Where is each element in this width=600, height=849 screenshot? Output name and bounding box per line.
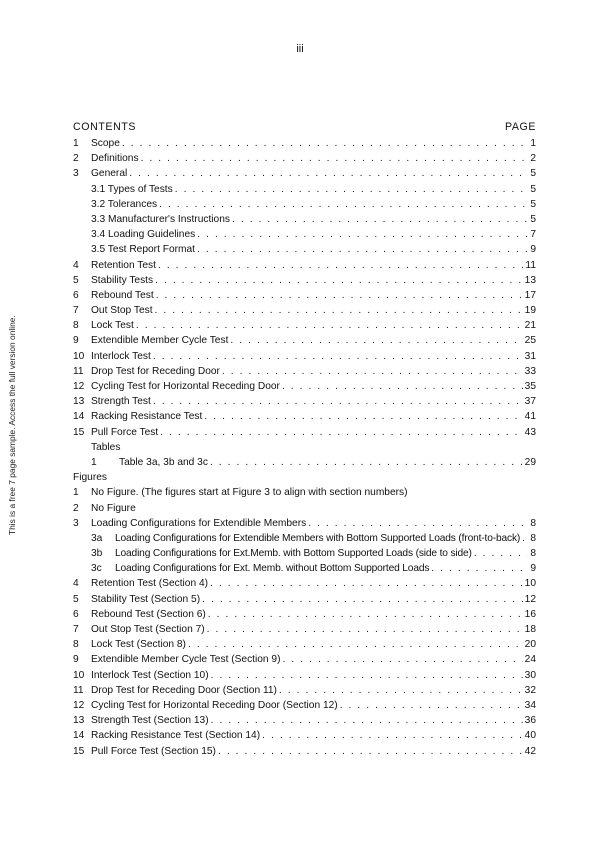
sections-list	[73, 136, 536, 440]
entry-page: 20	[524, 639, 536, 651]
toc-entry	[73, 242, 536, 257]
entry-number: 11	[73, 365, 84, 377]
leader-dots	[208, 607, 523, 622]
leader-dots	[159, 197, 528, 212]
entry-title: Pull Force Test (Section 15)	[91, 745, 216, 757]
page-number: iii	[296, 43, 304, 55]
leader-dots	[474, 546, 529, 561]
toc-entry	[73, 713, 536, 728]
entry-page: 7	[530, 229, 536, 241]
toc-entry	[73, 668, 536, 683]
entry-title: Extendible Member Cycle Test	[91, 335, 229, 347]
toc-entry	[73, 303, 536, 318]
entry-number: 12	[73, 381, 85, 392]
leader-dots	[175, 182, 529, 197]
entry-page: 10	[524, 578, 536, 590]
entry-number: 2	[73, 502, 79, 514]
entry-page: 11	[525, 259, 536, 271]
entry-title: 3.1 Types of Tests	[91, 183, 173, 195]
entry-number: 11	[73, 684, 84, 696]
entry-title: Definitions	[91, 153, 139, 165]
entry-page: 8	[530, 532, 536, 544]
toc-entry	[73, 379, 536, 394]
entry-page: 25	[524, 335, 536, 347]
entry-number: 1	[91, 456, 97, 468]
leader-dots	[232, 212, 528, 227]
entry-title: Interlock Test (Section 10)	[91, 669, 209, 681]
entry-title: Drop Test for Receding Door	[91, 365, 220, 377]
toc-entry	[73, 136, 536, 151]
leader-dots	[522, 531, 528, 546]
entry-title: Extendible Member Cycle Test (Section 9)	[91, 654, 281, 666]
entry-title: Pull Force Test	[91, 426, 159, 438]
entry-title: Table 3a, 3b and 3c	[119, 456, 208, 468]
leader-dots	[155, 273, 523, 288]
toc-entry	[73, 197, 536, 212]
toc-entry	[73, 744, 536, 759]
leader-dots	[122, 136, 528, 151]
entry-page: 12	[524, 593, 536, 605]
entry-page: 9	[530, 563, 536, 575]
entry-title: Lock Test	[91, 320, 134, 332]
toc-entry	[73, 485, 536, 500]
toc-entry	[73, 182, 536, 197]
entry-number: 4	[73, 578, 79, 590]
entry-number: 7	[73, 305, 79, 317]
toc-entry	[73, 501, 536, 516]
entry-number: 10	[73, 350, 85, 362]
leader-dots	[158, 258, 523, 273]
toc-entry	[73, 212, 536, 227]
toc-entry	[73, 622, 536, 637]
toc-entry	[73, 592, 536, 607]
entry-number: 3c	[91, 563, 102, 575]
leader-dots	[262, 728, 523, 743]
entry-page: 1	[530, 138, 536, 149]
entry-title: Out Stop Test (Section 7)	[91, 624, 205, 635]
entry-title: Strength Test (Section 13)	[91, 715, 209, 727]
tables-label-row	[73, 440, 536, 455]
entry-number: 12	[73, 699, 85, 711]
leader-dots	[153, 394, 523, 409]
entry-page: 5	[530, 168, 536, 180]
entry-page: 43	[524, 426, 536, 438]
entry-number: 2	[73, 153, 79, 165]
toc-entry	[73, 683, 536, 698]
toc-entry	[73, 425, 536, 440]
leader-dots	[160, 425, 522, 440]
entry-title: Rebound Test (Section 6)	[91, 608, 206, 620]
entry-number: 6	[73, 608, 79, 620]
entry-number: 8	[73, 320, 79, 332]
entry-title: Racking Resistance Test (Section 14)	[91, 730, 261, 742]
entry-page: 5	[530, 183, 536, 195]
entry-number: 14	[73, 730, 85, 742]
leader-dots	[283, 652, 523, 667]
leader-dots	[153, 349, 523, 364]
leader-dots	[230, 333, 522, 348]
tables-label: Tables	[91, 441, 121, 453]
toc-entry	[73, 258, 536, 273]
leader-dots	[188, 637, 523, 652]
entry-page: 21	[524, 320, 536, 332]
entry-number: 14	[73, 411, 85, 423]
entry-page: 13	[524, 274, 536, 286]
entry-page: 29	[524, 456, 536, 468]
entry-page: 40	[524, 730, 536, 742]
entry-page: 5	[530, 213, 536, 225]
toc-entry	[73, 576, 536, 591]
leader-dots	[308, 516, 528, 531]
entry-title: Rebound Test	[91, 289, 154, 301]
entry-page: 8	[530, 517, 536, 529]
entry-number: 3b	[91, 548, 103, 560]
toc-entry	[73, 273, 536, 288]
entry-title: Stability Tests	[91, 274, 154, 286]
entry-title: Stability Test (Section 5)	[91, 593, 201, 605]
leader-dots	[210, 576, 523, 591]
entry-page: 9	[530, 244, 536, 256]
entry-number: 13	[73, 715, 85, 727]
entry-title: Scope	[91, 138, 120, 149]
entry-title: Strength Test	[91, 396, 151, 408]
entry-title: Cycling Test for Horizontal Receding Door	[91, 381, 280, 392]
entry-number: 3	[73, 517, 79, 529]
entry-page: 2	[530, 153, 536, 165]
entry-page: 8	[530, 548, 536, 560]
entry-title: Loading Configurations for Ext.Memb. with Bottom Supported Loads (side to side)	[115, 548, 472, 560]
entry-title: No Figure. (The figures start at Figure 3 to align with section numbers)	[91, 487, 408, 499]
entry-title: 3.3 Manufacturer's Instructions	[91, 213, 230, 225]
entry-title: Loading Configurations for Extendible Members with Bottom Supported Loads (front-to-back)	[115, 532, 521, 544]
toc-entry	[73, 652, 536, 667]
leader-dots	[211, 713, 523, 728]
leader-dots	[141, 151, 529, 166]
figures-label: Figures	[73, 472, 107, 484]
toc-entry	[73, 166, 536, 181]
entry-page: 41	[524, 411, 536, 423]
leader-dots	[218, 744, 523, 759]
entry-title: No Figure	[91, 502, 136, 514]
entry-title: Loading Configurations for Extendible Members	[91, 517, 307, 529]
entry-title: Retention Test	[91, 259, 156, 271]
toc-entry	[73, 546, 536, 561]
entry-title: Retention Test (Section 4)	[91, 578, 209, 590]
entry-number: 1	[73, 138, 79, 149]
leader-dots	[207, 622, 523, 637]
entry-page: 30	[524, 669, 536, 681]
entry-title: Out Stop Test	[91, 305, 153, 317]
entry-page: 32	[524, 684, 536, 696]
leader-dots	[279, 683, 523, 698]
toc-entry	[73, 455, 536, 470]
entry-title: 3.2 Tolerances	[91, 198, 158, 210]
toc-entry	[73, 561, 536, 576]
toc-entry	[73, 349, 536, 364]
entry-page: 34	[524, 699, 536, 711]
watermark-text: This is a free 7 page sample. Access the full version online.	[7, 315, 17, 535]
entry-number: 7	[73, 624, 79, 635]
leader-dots	[129, 166, 528, 181]
tables-list	[73, 455, 536, 470]
leader-dots	[155, 303, 523, 318]
entry-number: 15	[73, 426, 85, 438]
entry-number: 8	[73, 639, 79, 651]
entry-title: Loading Configurations for Ext. Memb. without Bottom Supported Loads	[115, 563, 430, 575]
entry-page: 42	[524, 745, 536, 757]
entry-page: 18	[524, 624, 536, 635]
figures-list	[73, 485, 536, 758]
leader-dots	[204, 409, 522, 424]
leader-dots	[340, 698, 523, 713]
entry-number: 3a	[91, 532, 103, 544]
entry-number: 9	[73, 335, 79, 347]
entry-page: 36	[524, 715, 536, 727]
toc-entry	[73, 333, 536, 348]
entry-number: 4	[73, 259, 79, 271]
toc-header	[73, 121, 536, 135]
leader-dots	[431, 561, 528, 576]
entry-title: General	[91, 168, 128, 180]
toc-entry	[73, 394, 536, 409]
entry-title: 3.4 Loading Guidelines	[91, 229, 196, 241]
leader-dots	[210, 455, 523, 470]
entry-title: Cycling Test for Horizontal Receding Door (Section 12)	[91, 699, 338, 711]
entry-page: 24	[524, 654, 536, 666]
entry-number: 5	[73, 274, 79, 286]
toc-entry	[73, 288, 536, 303]
entry-number: 5	[73, 593, 79, 605]
entry-page: 33	[524, 365, 536, 377]
entry-title: Lock Test (Section 8)	[91, 639, 186, 651]
leader-dots	[156, 288, 523, 303]
leader-dots	[197, 242, 528, 257]
leader-dots	[197, 227, 528, 242]
toc-entry	[73, 227, 536, 242]
entry-title: Drop Test for Receding Door (Section 11)	[91, 684, 277, 696]
entry-page: 17	[524, 289, 536, 301]
toc-entry	[73, 409, 536, 424]
leader-dots	[222, 364, 523, 379]
figures-label-row	[73, 470, 536, 485]
page-heading: PAGE	[504, 121, 536, 133]
contents-heading: CONTENTS	[73, 121, 137, 133]
toc-entry	[73, 728, 536, 743]
table-of-contents	[73, 121, 536, 759]
entry-page: 35	[524, 381, 536, 392]
toc-entry	[73, 531, 536, 546]
entry-number: 13	[73, 396, 85, 408]
entry-page: 31	[524, 350, 536, 362]
toc-entry	[73, 318, 536, 333]
entry-number: 15	[73, 745, 85, 757]
entry-number: 3	[73, 168, 79, 180]
entry-page: 16	[524, 608, 536, 620]
toc-entry	[73, 698, 536, 713]
entry-title: 3.5 Test Report Format	[91, 244, 195, 256]
toc-entry	[73, 637, 536, 652]
leader-dots	[136, 318, 523, 333]
entry-number: 9	[73, 654, 79, 666]
leader-dots	[202, 592, 523, 607]
entry-page: 19	[524, 305, 536, 317]
toc-entry	[73, 151, 536, 166]
toc-entry	[73, 364, 536, 379]
leader-dots	[211, 668, 523, 683]
entry-page: 5	[530, 198, 536, 210]
toc-entry	[73, 607, 536, 622]
leader-dots	[282, 379, 523, 394]
toc-entry	[73, 516, 536, 531]
entry-page: 37	[524, 396, 536, 408]
entry-number: 10	[73, 669, 85, 681]
entry-number: 6	[73, 289, 79, 301]
entry-number: 1	[73, 487, 79, 499]
entry-title: Interlock Test	[91, 350, 151, 362]
entry-title: Racking Resistance Test	[91, 411, 203, 423]
